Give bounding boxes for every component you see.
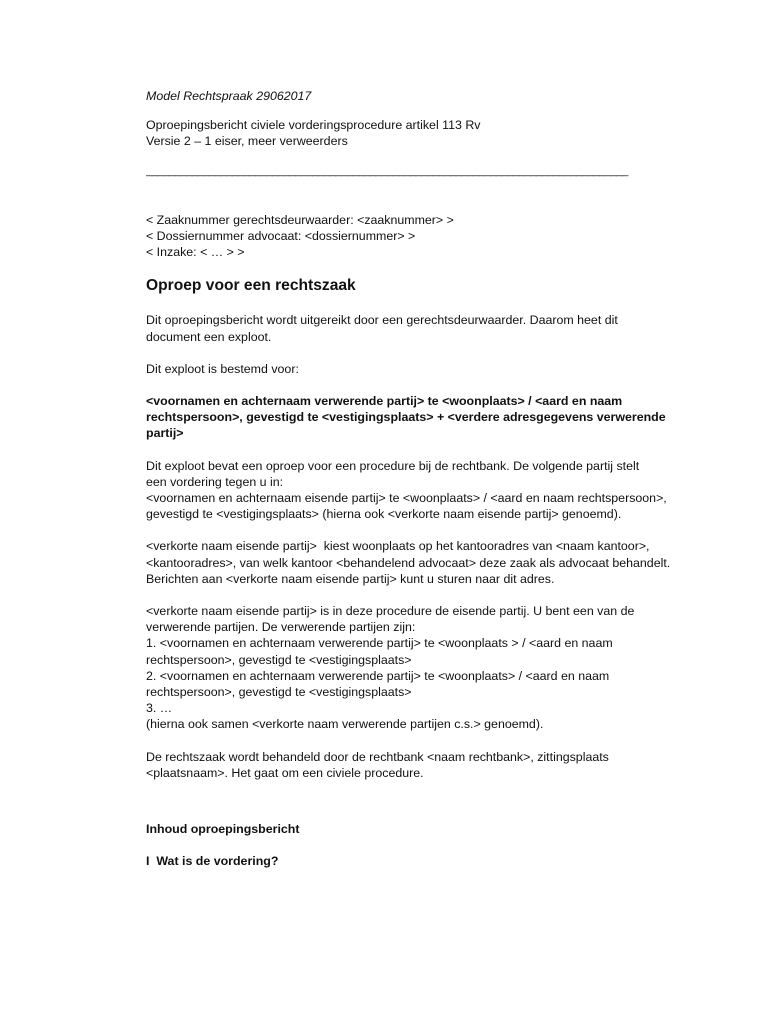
paragraph-line: <voornamen en achternaam eisende partij> te <woonplaats> / <aard en naam rechtspersoon>, bbox=[146, 491, 667, 506]
paragraph-line: (hierna ook samen <verkorte naam verwerende partijen c.s.> genoemd). bbox=[146, 717, 544, 732]
regarding-line: < Inzake: < … > > bbox=[146, 245, 245, 260]
paragraph-line: De rechtszaak wordt behandeld door de rechtbank <naam rechtbank>, zittingsplaats bbox=[146, 749, 609, 764]
paragraph-intro bbox=[146, 312, 706, 344]
paragraph-line: rechtspersoon>, gevestigd te <vestigingsplaats> + <verdere adresgegevens verwerende bbox=[146, 410, 666, 425]
reference-block bbox=[146, 212, 706, 261]
addressee-intro: Dit exploot is bestemd voor: bbox=[146, 361, 299, 376]
paragraph-line: <verkorte naam eisende partij> kiest woonplaats op het kantooradres van <naam kantoor>, bbox=[146, 539, 650, 554]
paragraph-line: partij> bbox=[146, 426, 184, 441]
document-version: Versie 2 – 1 eiser, meer verweerders bbox=[146, 134, 348, 149]
model-label: Model Rechtspraak 29062017 bbox=[146, 89, 312, 103]
section-heading-claim: I Wat is de vordering? bbox=[146, 854, 279, 869]
paragraph-domicile bbox=[146, 538, 706, 587]
list-item: 1. <voornamen en achternaam verwerende partij> te <woonplaats > / <aard en naam bbox=[146, 636, 613, 651]
document-page bbox=[146, 88, 706, 870]
addressee-block bbox=[146, 393, 706, 442]
paragraph-line: Dit exploot bevat een oproep voor een procedure bij de rechtbank. De volgende partij stelt bbox=[146, 458, 640, 473]
paragraph-defendants bbox=[146, 603, 706, 733]
paragraph-court bbox=[146, 749, 706, 781]
paragraph-claimant bbox=[146, 458, 706, 523]
case-number-line: < Zaaknummer gerechtsdeurwaarder: <zaaknummer> > bbox=[146, 212, 454, 227]
file-number-line: < Dossiernummer advocaat: <dossiernummer> > bbox=[146, 229, 416, 244]
section-heading-contents: Inhoud oproepingsbericht bbox=[146, 822, 300, 837]
paragraph-line: verwerende partijen. De verwerende partijen zijn: bbox=[146, 620, 416, 635]
horizontal-rule: ____________________________________________________________________________________ bbox=[146, 164, 628, 177]
paragraph-line: <verkorte naam eisende partij> is in deze procedure de eisende partij. U bent een van de bbox=[146, 604, 635, 619]
paragraph-line: een vordering tegen u in: bbox=[146, 474, 284, 489]
paragraph-line: document een exploot. bbox=[146, 329, 272, 344]
paragraph-line: Berichten aan <verkorte naam eisende partij> kunt u sturen naar dit adres. bbox=[146, 571, 555, 586]
paragraph-line: <kantooradres>, van welk kantoor <behandelend advocaat> deze zaak als advocaat behandelt. bbox=[146, 555, 671, 570]
paragraph-line: gevestigd te <vestigingsplaats> (hierna ook <verkorte naam eisende partij> genoemd). bbox=[146, 507, 622, 522]
list-item: rechtspersoon>, gevestigd te <vestigingsplaats> bbox=[146, 652, 412, 667]
page-title: Oproep voor een rechtszaak bbox=[146, 277, 356, 295]
paragraph-line: <plaatsnaam>. Het gaat om een civiele procedure. bbox=[146, 765, 424, 780]
list-item: 2. <voornamen en achternaam verwerende partij> te <woonplaats> / <aard en naam bbox=[146, 668, 610, 683]
list-item: rechtspersoon>, gevestigd te <vestigingsplaats> bbox=[146, 685, 412, 700]
paragraph-line: <voornamen en achternaam verwerende partij> te <woonplaats> / <aard en naam bbox=[146, 394, 623, 409]
document-title: Oproepingsbericht civiele vorderingsprocedure artikel 113 Rv bbox=[146, 118, 481, 133]
paragraph-line: Dit oproepingsbericht wordt uitgereikt door een gerechtsdeurwaarder. Daarom heet dit bbox=[146, 313, 618, 328]
list-item: 3. … bbox=[146, 701, 173, 716]
